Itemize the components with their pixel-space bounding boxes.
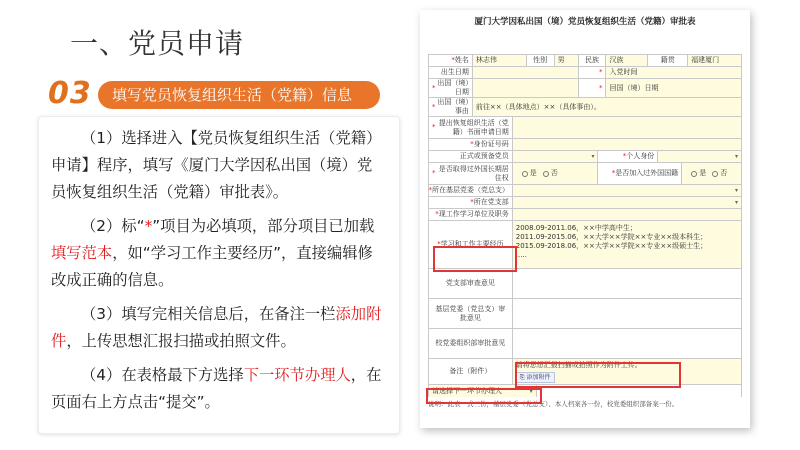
birth-date-field[interactable] bbox=[473, 67, 579, 78]
form-title: 厦门大学因私出国（境）党员恢复组织生活（党籍）审批表 bbox=[474, 17, 696, 27]
section-badge bbox=[44, 76, 384, 112]
school-opinion-label: 校党委组织部审批意见 bbox=[429, 329, 513, 358]
committee-opinion-label: 基层党委（党总支）审批意见 bbox=[429, 299, 513, 328]
foreign-residency-label: 是否取得过外国长期居住权 bbox=[438, 164, 509, 182]
committee-opinion-field bbox=[513, 299, 742, 328]
next-handler-highlight-box bbox=[426, 388, 542, 404]
approval-form: 厦门大学因私出国（境）党员恢复组织生活（党籍）审批表 * 姓名 林志伟 性别 男 民族 汉族 籍贯 福建厦门 出生日期 * 入党时间 * 出国（境）日期 * 回国（境）日期 * 出国（境）事由 前往××（具体地点）××（具体事由）。 * 提出恢复组织生活（党籍）书面申请日期 * 身份证号码 正式或预备党员 ▾ * 个人身份 ▾ * 是否取得过外国长期居住权 是 否 * 是否加入过外国国籍 是 否 * 所在基层党委（党总支） ▾ * 所在党支部 ▾ * 现工作学习单位及职务 * 学习和工作主要经历 2008.09-2011.06，××中学高中生； 2011.09-2015.06，××大学××学院××专业××级本科生； 2015.09-2018.06，××大学××学院××专业××级硕士生； ..... 党支部审查意见 基层党委（党总支）审批意见 校党委组织部审批意见 备注（附件） 请将思想汇报扫描或拍照作为附件上传。 ⎘ 添加附件 请选择下一环节办理人 ▾ 说明：此表一式三份，基层党委（党总支）、本人档案各一份，校党委组织部备案一份。 bbox=[420, 10, 750, 428]
member-type-select[interactable] bbox=[513, 151, 599, 162]
return-date-label: 回国（境）日期 bbox=[609, 83, 659, 92]
birth-label: 出生日期 bbox=[429, 67, 473, 78]
apply-date-label: 提出恢复组织生活（党籍）书面申请日期 bbox=[438, 118, 509, 136]
hometown-field[interactable]: 福建厦门 bbox=[688, 55, 742, 66]
required-star: * bbox=[144, 217, 153, 235]
school-opinion-field bbox=[513, 329, 742, 358]
hometown-label: 籍贯 bbox=[648, 55, 688, 66]
section-number: 03 bbox=[48, 76, 92, 111]
reason-field[interactable]: 前往××（具体地点）××（具体事由）。 bbox=[473, 98, 742, 116]
exit-date-field[interactable] bbox=[473, 79, 579, 97]
gender-label: 性别 bbox=[527, 55, 555, 66]
apply-date-field[interactable] bbox=[513, 117, 742, 138]
ethnic-label: 民族 bbox=[579, 55, 607, 66]
branch-label: 所在基层党委（党总支） bbox=[432, 186, 509, 194]
branch-opinion-label: 党支部审查意见 bbox=[429, 269, 513, 298]
name-label: 姓名 bbox=[454, 56, 469, 64]
branch-select[interactable] bbox=[513, 185, 742, 196]
next-handler-select[interactable]: 请选择下一环节办理人 ▾ bbox=[429, 385, 537, 397]
foreign-nationality-radio[interactable]: 是 否 bbox=[682, 163, 742, 184]
work-label: 现工作学习单位及职务 bbox=[438, 210, 509, 218]
page-title: 一、党员申请 bbox=[70, 27, 245, 60]
instruction-1: （1）选择进入【党员恢复组织生活（党籍）申请】程序，填写《厦门大学因私出国（境）党员恢复组织生活（党籍）审批表》。 bbox=[51, 129, 382, 201]
member-type-label: 正式或预备党员 bbox=[429, 151, 513, 162]
foreign-residency-radio[interactable]: 是 否 bbox=[513, 163, 599, 184]
identity-select[interactable] bbox=[658, 151, 742, 162]
sub-branch-label: 所在党支部 bbox=[473, 198, 509, 206]
remarks-field[interactable]: 请将思想汇报扫描或拍照作为附件上传。 ⎘ 添加附件 bbox=[513, 359, 742, 384]
branch-opinion-field bbox=[513, 269, 742, 298]
foreign-nationality-label: 是否加入过外国国籍 bbox=[615, 169, 679, 177]
instruction-2: （2）标“*”项目为必填项，部分项目已加载填写范本，如“学习工作主要经历”，直接编辑修改成正确的信息。 bbox=[51, 217, 375, 289]
sub-branch-select[interactable] bbox=[513, 197, 742, 208]
reason-label: 出国（境）事由 bbox=[437, 98, 469, 115]
history-field[interactable]: 2008.09-2011.06，××中学高中生； 2011.09-2015.06，××大学××学院××专业××级本科生； 2015.09-2018.06，××大学××学院××专业××级硕士生； ..... bbox=[513, 221, 742, 268]
attach-highlight: 添加附件 bbox=[51, 305, 382, 350]
gender-field[interactable]: 男 bbox=[555, 55, 579, 66]
id-field[interactable] bbox=[513, 139, 742, 150]
paperclip-icon: ⎘ bbox=[519, 373, 525, 381]
identity-label: 个人身份 bbox=[626, 152, 655, 160]
join-label: 入党时间 bbox=[609, 68, 638, 76]
remarks-label: 备注（附件） bbox=[429, 359, 513, 384]
template-highlight: 填写范本 bbox=[51, 244, 113, 262]
instruction-4: （4）在表格最下方选择下一环节办理人，在页面右上方点击“提交”。 bbox=[51, 366, 382, 411]
add-attachment-button[interactable]: ⎘ 添加附件 bbox=[516, 372, 555, 383]
instruction-3: （3）填写完相关信息后，在备注一栏添加附件，上传思想汇报扫描或拍照文件。 bbox=[51, 305, 382, 350]
remarks-highlight bbox=[515, 362, 681, 388]
history-label: 学习和工作主要经历 bbox=[440, 240, 504, 248]
instructions-panel bbox=[38, 116, 400, 434]
section-title: 填写党员恢复组织生活（党籍）信息 bbox=[98, 81, 380, 109]
id-label: 身份证号码 bbox=[473, 140, 509, 148]
ethnic-field[interactable]: 汉族 bbox=[606, 55, 648, 66]
next-handler-highlight: 下一环节办理人 bbox=[243, 366, 351, 384]
work-field[interactable] bbox=[513, 209, 742, 220]
form-footer-note: 说明：此表一式三份，基层党委（党总支）、本人档案各一份，校党委组织部备案一份。 bbox=[428, 400, 679, 408]
name-field[interactable]: 林志伟 bbox=[473, 55, 527, 66]
history-label-highlight bbox=[433, 246, 517, 272]
exit-date-label: 出国（境）日期 bbox=[437, 79, 469, 96]
